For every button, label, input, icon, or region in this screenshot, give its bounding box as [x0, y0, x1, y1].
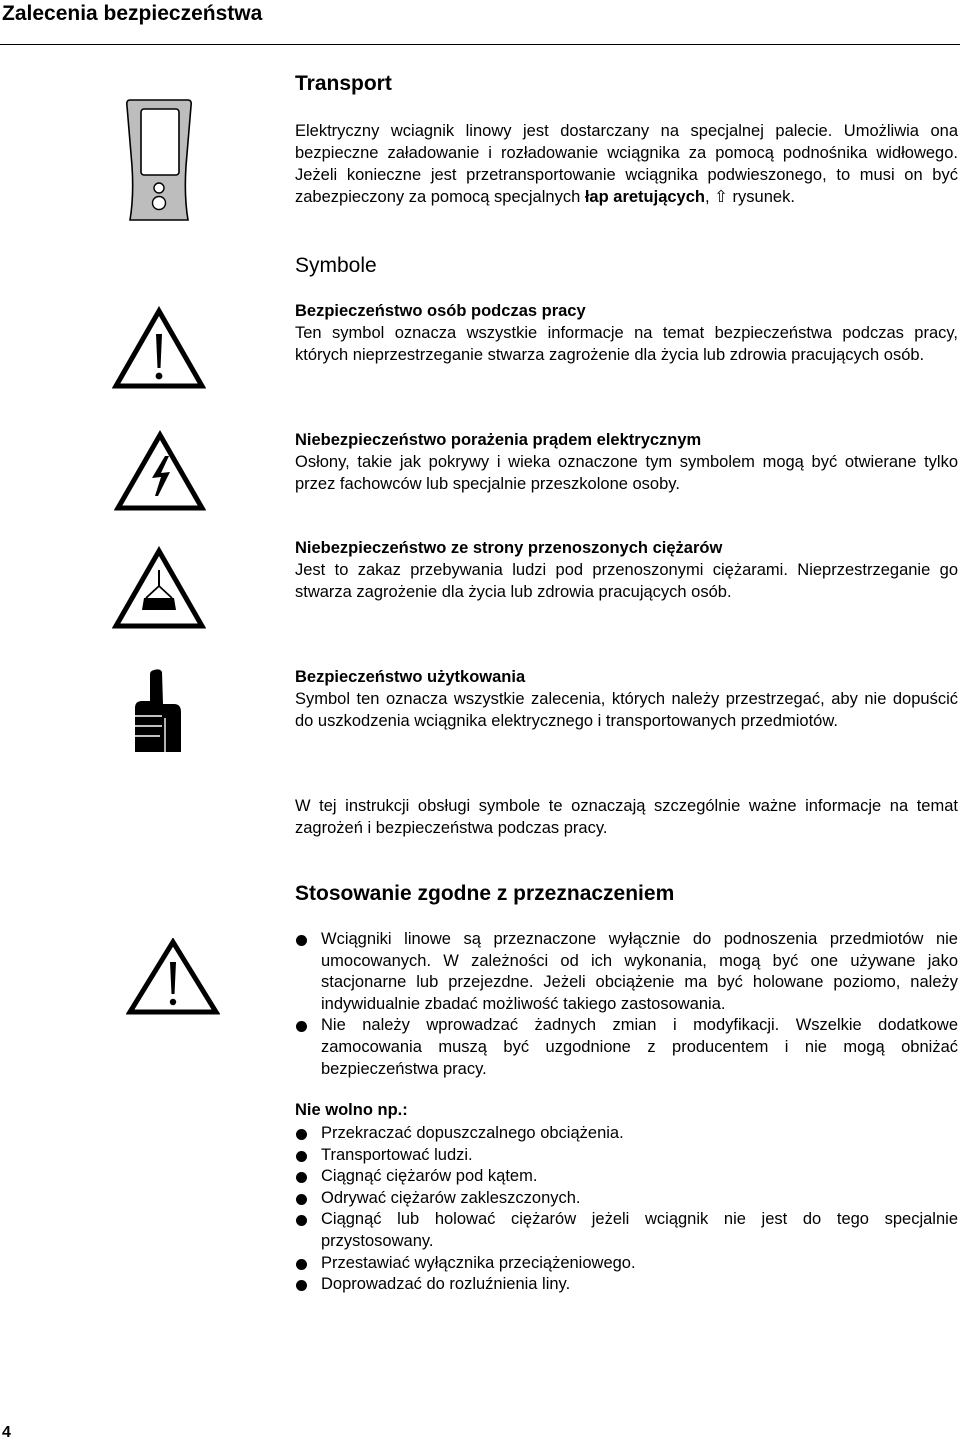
list-item: Nie należy wprowadzać żadnych zmian i modyfikacji. Wszelkie dodatkowe zamocowania muszą być uzgodnione z producentem i nie mogą obniżać bezpieczeństwa pracy.: [295, 1015, 958, 1080]
list-item: Przestawiać wyłącznika przeciążeniowego.: [295, 1253, 958, 1275]
suspended-load-icon: [112, 546, 206, 630]
list-item: Doprowadzać do rozluźnienia liny.: [295, 1274, 958, 1296]
intended-use-list: [295, 929, 958, 1080]
list-item: Odrywać ciężarów zakleszczonych.: [295, 1188, 958, 1210]
symbol-item: [295, 537, 958, 603]
symbol-text: Jest to zakaz przebywania ludzi pod przenoszonymi ciężarami. Nieprzestrzeganie go stwarza zagrożenie dla życia lub zdrowia pracujących osób.: [295, 561, 958, 601]
symbol-title: Niebezpieczeństwo porażenia prądem elektrycznym: [295, 431, 702, 449]
symbol-text: Osłony, takie jak pokrywy i wieka oznaczone tym symbolem mogą być otwierane tylko przez fachowców lub specjalnie przeszkolone osoby.: [295, 453, 958, 493]
symbol-item: [295, 666, 958, 732]
symbol-text: Symbol ten oznacza wszystkie zalecenia, których należy przestrzegać, aby nie dopuścić do uszkodzenia wciągnika elektrycznego i transportowanych przedmiotów.: [295, 690, 958, 730]
forbidden-list: [295, 1123, 958, 1296]
page-title: Zalecenia bezpieczeństwa: [2, 2, 263, 25]
arresting-claw-icon: [124, 96, 194, 224]
list-item: Transportować ludzi.: [295, 1145, 958, 1167]
list-item: Ciągnąć ciężarów pod kątem.: [295, 1166, 958, 1188]
symbol-title: Bezpieczeństwo osób podczas pracy: [295, 302, 586, 320]
header-divider: [0, 44, 960, 45]
symbol-title: Bezpieczeństwo użytkowania: [295, 668, 526, 686]
symbol-item: [295, 429, 958, 495]
page-number: 4: [2, 1424, 11, 1441]
warning-triangle-icon: [112, 306, 206, 390]
symbol-title: Niebezpieczeństwo ze strony przenoszonych ciężarów: [295, 539, 723, 557]
transport-text: Elektryczny wciagnik linowy jest dostarczany na specjalnej palecie. Umożliwia ona bezpieczne załadowanie i rozładowanie wciągnika za pomocą podnośnika widłowego. Jeżeli konieczne jest przetransportowanie wciągnika podwieszonego, to musi on być zabezpieczony za pomocą specjalnych łap aretujących, ⇧ rysunek.: [295, 122, 958, 206]
forbidden-title: Nie wolno np.:: [295, 1101, 408, 1119]
intended-use-heading: Stosowanie zgodne z przeznaczeniem: [295, 882, 675, 905]
list-item: Wciągniki linowe są przeznaczone wyłącznie do podnoszenia przedmiotów nie umocowanych. W zależności od ich wykonania, mogą być one używane jako stacjonarne lub przejezdne. Jeżeli obciążenie ma być holowane poziomo, należy indywidualnie zbadać możliwość takiego zastosowania.: [295, 929, 958, 1015]
transport-heading: Transport: [295, 72, 392, 95]
list-item: Przekraczać dopuszczalnego obciążenia.: [295, 1123, 958, 1145]
symbols-heading: Symbole: [295, 254, 377, 277]
symbols-note: W tej instrukcji obsługi symbole te oznaczają szczególnie ważne informacje na temat zagrożeń i bezpieczeństwa podczas pracy.: [295, 797, 958, 837]
list-item: Ciągnąć lub holować ciężarów jeżeli wciągnik nie jest do tego specjalnie przystosowany.: [295, 1209, 958, 1252]
symbol-item: [295, 300, 958, 366]
symbol-text: Ten symbol oznacza wszystkie informacje na temat bezpieczeństwa podczas pracy, których nieprzestrzeganie stwarza zagrożenie dla życia lub zdrowia pracujących osób.: [295, 324, 958, 364]
pointing-hand-icon: [132, 668, 184, 754]
warning-triangle-icon: [126, 938, 220, 1016]
electric-shock-icon: [114, 430, 206, 512]
